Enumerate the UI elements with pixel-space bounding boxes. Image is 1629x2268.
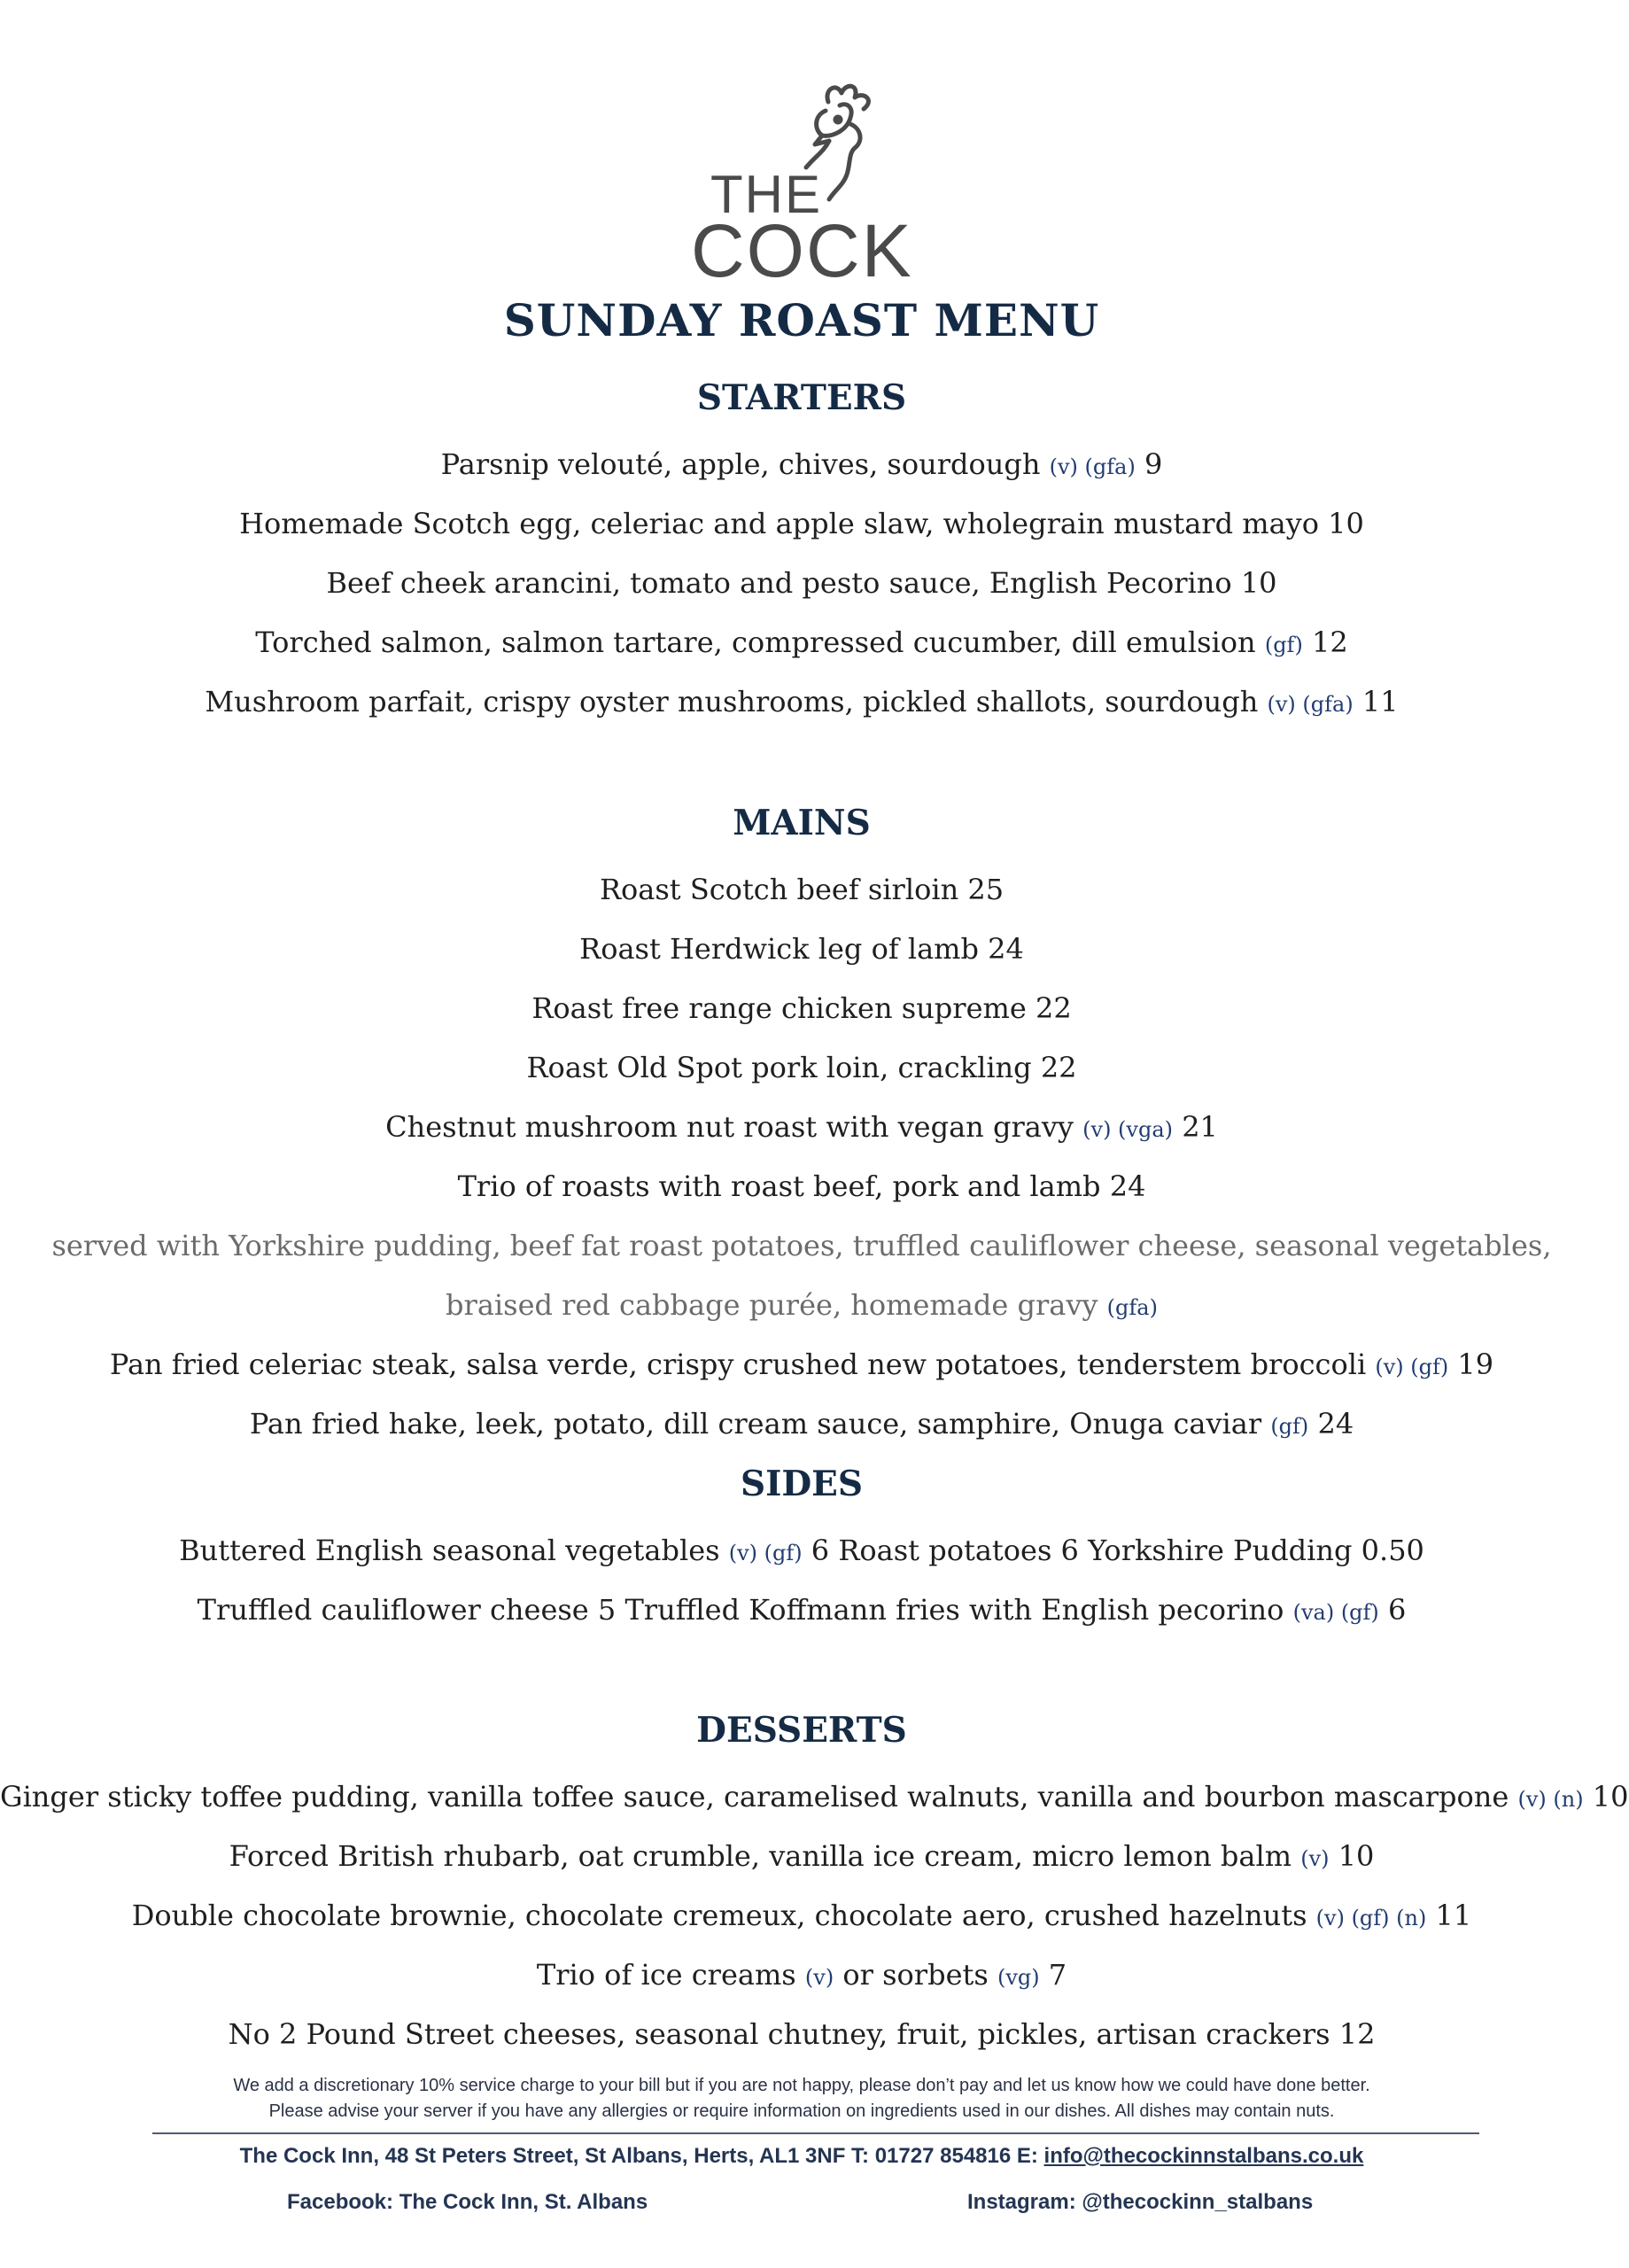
mains-heading: MAINS [733, 803, 871, 843]
menu-item: Roast free range chicken supreme 22 [531, 991, 1072, 1025]
menu-item: Forced British rhubarb, oat crumble, vanilla ice cream, micro lemon balm (v) 10 [229, 1839, 1375, 1873]
menu-item: Roast Scotch beef sirloin 25 [599, 873, 1005, 906]
facebook-handle: Facebook: The Cock Inn, St. Albans [287, 2190, 648, 2214]
logo-the: THE [710, 165, 822, 224]
menu-item: No 2 Pound Street cheeses, seasonal chutney, fruit, pickles, artisan crackers 12 [228, 2017, 1376, 2051]
instagram-handle: Instagram: @thecockinn_stalbans [967, 2190, 1314, 2214]
menu-item: Double chocolate brownie, chocolate cremeux, chocolate aero, crushed hazelnuts (v) (gf) (n) 11 [131, 1899, 1472, 1932]
menu-item: Homemade Scotch egg, celeriac and apple slaw, wholegrain mustard mayo 10 [239, 507, 1364, 540]
menu-item: Trio of ice creams (v) or sorbets (vg) 7 [536, 1958, 1067, 1992]
served-with-note: served with Yorkshire pudding, beef fat roast potatoes, truffled cauliflower cheese, seasonal vegetables, [51, 1229, 1552, 1262]
menu-item: Chestnut mushroom nut roast with vegan gravy (v) (vga) 21 [385, 1110, 1218, 1144]
sides-line: Buttered English seasonal vegetables (v) (gf) 6 Roast potatoes 6 Yorkshire Pudding 0.50 [179, 1534, 1424, 1567]
menu-item: Parsnip velouté, apple, chives, sourdough (v) (gfa) 9 [440, 447, 1163, 481]
menu-item: Trio of roasts with roast beef, pork and lamb 24 [457, 1169, 1146, 1203]
sides-line: Truffled cauliflower cheese 5 Truffled Koffmann fries with English pecorino (va) (gf) 6 [197, 1593, 1407, 1627]
menu-item: Mushroom parfait, crispy oyster mushrooms, pickled shallots, sourdough (v) (gfa) 11 [205, 685, 1399, 718]
menu-item: Beef cheek arancini, tomato and pesto sauce, English Pecorino 10 [326, 566, 1277, 600]
desserts-heading: DESSERTS [696, 1710, 907, 1751]
menu-item: Roast Herdwick leg of lamb 24 [579, 932, 1024, 966]
starters-heading: STARTERS [696, 377, 907, 418]
menu-item: Roast Old Spot pork loin, crackling 22 [526, 1051, 1077, 1084]
logo-cock: COCK [691, 209, 913, 292]
service-charge-note: We add a discretionary 10% service charge to your bill but if you are not happy, please don’t pay and let us know how we could have done better. [233, 2076, 1370, 2095]
page-title: SUNDAY ROAST MENU [503, 294, 1100, 346]
logo [673, 75, 939, 292]
menu-item: Ginger sticky toffee pudding, vanilla toffee sauce, caramelised walnuts, vanilla and bourbon mascarpone (v) (n) 10 [0, 1780, 1629, 1814]
email-link[interactable]: info@thecockinnstalbans.co.uk [1043, 2144, 1364, 2168]
sides-heading: SIDES [740, 1464, 864, 1504]
menu-item: Pan fried hake, leek, potato, dill cream sauce, samphire, Onuga caviar (gf) 24 [249, 1407, 1354, 1441]
served-with-note: braised red cabbage purée, homemade gravy (gfa) [446, 1288, 1158, 1322]
menu-item: Pan fried celeriac steak, salsa verde, crispy crushed new potatoes, tenderstem broccoli (v) (gf) 19 [109, 1348, 1494, 1381]
allergy-note: Please advise your server if you have any allergies or require information on ingredients used in our dishes. All dishes may contain nuts. [268, 2101, 1335, 2121]
footer-divider [152, 2132, 1479, 2134]
menu-item: Torched salmon, salmon tartare, compressed cucumber, dill emulsion (gf) 12 [255, 625, 1348, 659]
contact-line: The Cock Inn, 48 St Peters Street, St Albans, Herts, AL1 3NF T: 01727 854816 E: info@thecockinnstalbans.co.uk [239, 2144, 1364, 2168]
